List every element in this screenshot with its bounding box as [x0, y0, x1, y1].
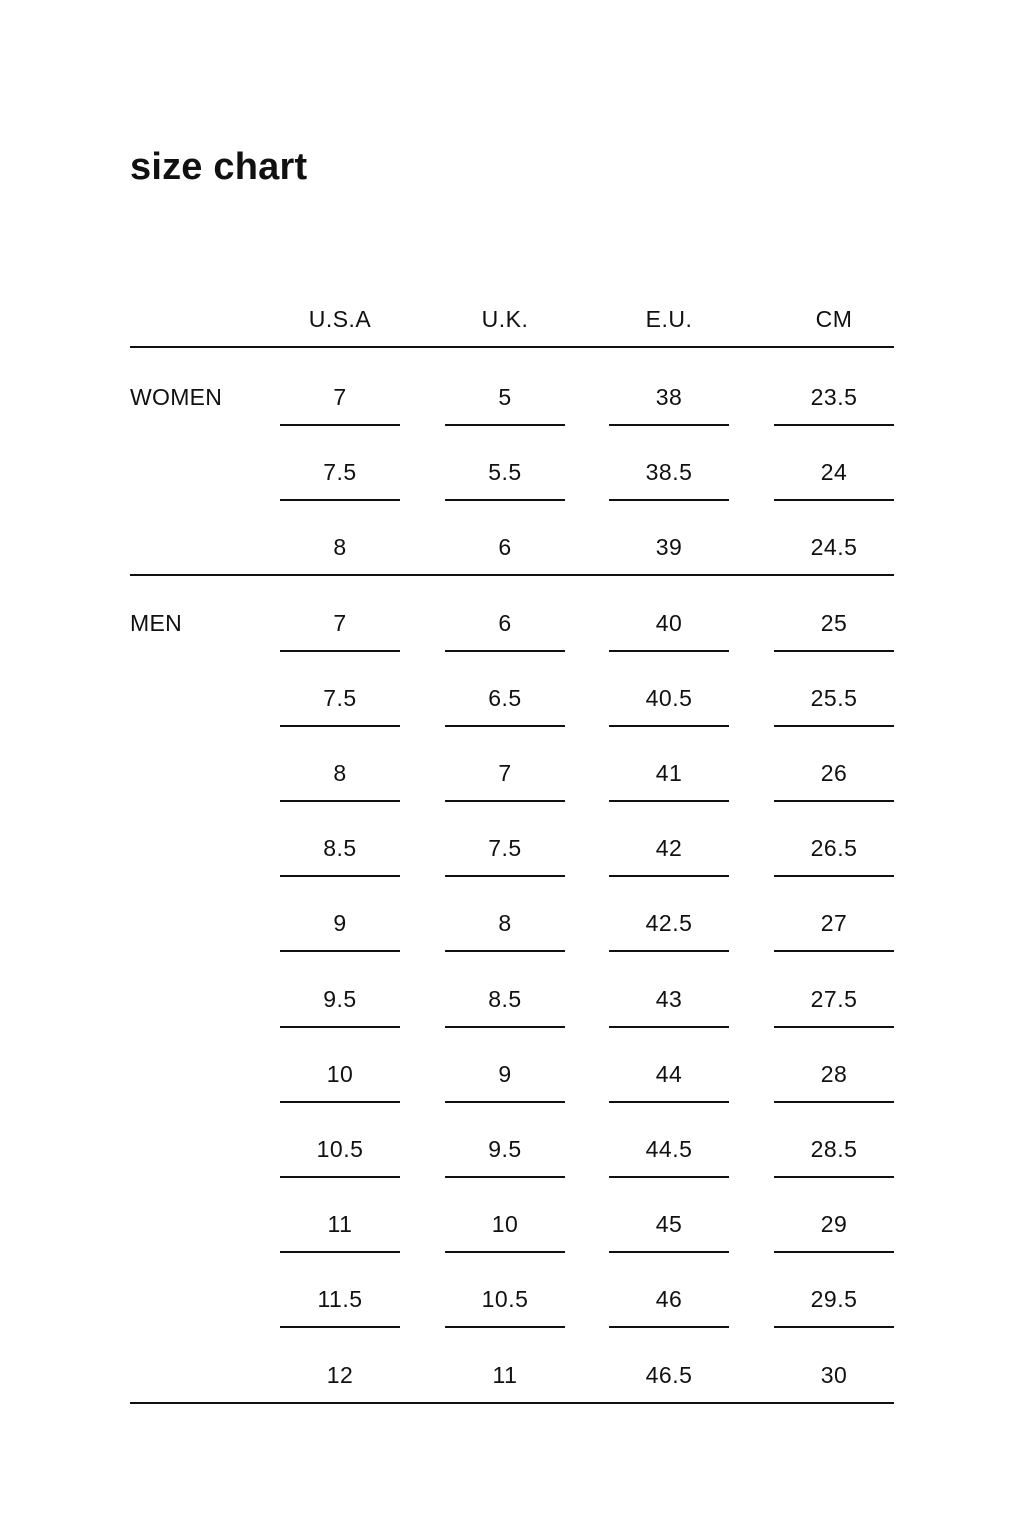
size-cell: 28 [820, 1060, 848, 1087]
group-divider [130, 574, 894, 576]
row-divider [445, 1101, 565, 1103]
row-divider [280, 424, 400, 426]
size-cell: 8 [333, 534, 347, 561]
row-divider [280, 1176, 400, 1178]
size-cell: 39 [655, 534, 683, 561]
row-divider [280, 650, 400, 652]
row-divider [774, 499, 894, 501]
size-cell: 10.5 [481, 1286, 529, 1313]
size-cell: 7 [498, 760, 512, 786]
row-divider [609, 499, 729, 501]
row-divider [445, 424, 565, 426]
size-cell: 7 [333, 384, 347, 410]
size-cell: 40.5 [645, 684, 693, 711]
row-divider [445, 725, 565, 727]
size-cell: 5 [498, 384, 512, 410]
size-cell: 44 [655, 1060, 683, 1087]
row-divider [280, 800, 400, 802]
size-cell: 43 [655, 985, 683, 1012]
group-label: MEN [130, 609, 183, 636]
size-cell: 10.5 [316, 1136, 364, 1162]
size-cell: 25.5 [810, 684, 858, 711]
row-divider [774, 1101, 894, 1103]
column-header: E.U. [645, 306, 693, 332]
row-divider [609, 950, 729, 952]
size-cell: 40 [655, 609, 683, 636]
size-cell: 42 [655, 835, 683, 862]
size-cell: 6 [498, 534, 512, 561]
size-cell: 6 [498, 609, 512, 636]
group-label: WOMEN [130, 384, 223, 410]
group-divider [130, 1402, 894, 1404]
row-divider [774, 1251, 894, 1253]
size-cell: 11 [327, 1211, 353, 1238]
size-cell: 29.5 [810, 1286, 858, 1313]
row-divider [445, 800, 565, 802]
row-divider [609, 424, 729, 426]
row-divider [445, 1026, 565, 1028]
size-cell: 5.5 [488, 459, 522, 486]
size-cell: 46 [655, 1286, 683, 1313]
row-divider [774, 875, 894, 877]
row-divider [774, 1176, 894, 1178]
size-cell: 24.5 [810, 534, 858, 561]
size-cell: 9 [498, 1060, 512, 1087]
size-cell: 9 [333, 910, 347, 937]
size-cell: 42.5 [645, 910, 693, 937]
size-cell: 7.5 [323, 459, 357, 486]
size-cell: 8 [333, 760, 347, 786]
row-divider [445, 499, 565, 501]
row-divider [445, 1326, 565, 1328]
row-divider [774, 800, 894, 802]
size-cell: 10 [491, 1211, 519, 1238]
header-divider [130, 346, 894, 348]
size-cell: 7.5 [488, 835, 522, 862]
size-cell: 29 [820, 1211, 848, 1238]
row-divider [774, 1026, 894, 1028]
page-title: size chart [130, 146, 308, 188]
row-divider [445, 1176, 565, 1178]
size-cell: 41 [655, 760, 683, 786]
row-divider [280, 875, 400, 877]
row-divider [774, 725, 894, 727]
size-cell: 27 [820, 910, 848, 937]
row-divider [445, 875, 565, 877]
row-divider [280, 725, 400, 727]
size-cell: 28.5 [810, 1136, 858, 1162]
row-divider [280, 1326, 400, 1328]
size-cell: 7.5 [323, 684, 357, 711]
size-cell: 7 [333, 609, 347, 636]
row-divider [445, 650, 565, 652]
column-header: U.K. [481, 306, 529, 332]
size-cell: 24 [820, 459, 848, 486]
column-header: CM [815, 306, 853, 332]
row-divider [774, 950, 894, 952]
size-cell: 27.5 [810, 985, 858, 1012]
row-divider [609, 725, 729, 727]
size-cell: 44.5 [645, 1136, 693, 1162]
row-divider [445, 950, 565, 952]
row-divider [609, 1176, 729, 1178]
size-cell: 26 [820, 760, 848, 786]
size-cell: 8.5 [323, 835, 357, 862]
row-divider [609, 1026, 729, 1028]
row-divider [609, 875, 729, 877]
size-cell: 26.5 [810, 835, 858, 862]
size-cell: 8.5 [488, 985, 522, 1012]
row-divider [774, 424, 894, 426]
row-divider [774, 1326, 894, 1328]
size-cell: 11 [492, 1361, 518, 1388]
row-divider [609, 1101, 729, 1103]
row-divider [280, 950, 400, 952]
row-divider [609, 1326, 729, 1328]
row-divider [280, 1251, 400, 1253]
size-cell: 25 [820, 609, 848, 636]
size-cell: 8 [498, 910, 512, 937]
size-cell: 46.5 [645, 1361, 693, 1388]
row-divider [609, 650, 729, 652]
size-cell: 30 [820, 1361, 848, 1388]
size-cell: 38 [655, 384, 683, 410]
row-divider [280, 499, 400, 501]
size-cell: 9.5 [488, 1136, 522, 1162]
size-cell: 45 [655, 1211, 683, 1238]
size-cell: 9.5 [323, 985, 357, 1012]
row-divider [609, 800, 729, 802]
row-divider [445, 1251, 565, 1253]
column-header: U.S.A [308, 306, 372, 332]
size-cell: 11.5 [317, 1286, 363, 1313]
row-divider [280, 1101, 400, 1103]
size-cell: 10 [326, 1060, 354, 1087]
row-divider [609, 1251, 729, 1253]
row-divider [774, 650, 894, 652]
size-cell: 12 [326, 1361, 354, 1388]
size-cell: 38.5 [645, 459, 693, 486]
size-cell: 6.5 [488, 684, 522, 711]
row-divider [280, 1026, 400, 1028]
size-cell: 23.5 [810, 384, 858, 410]
